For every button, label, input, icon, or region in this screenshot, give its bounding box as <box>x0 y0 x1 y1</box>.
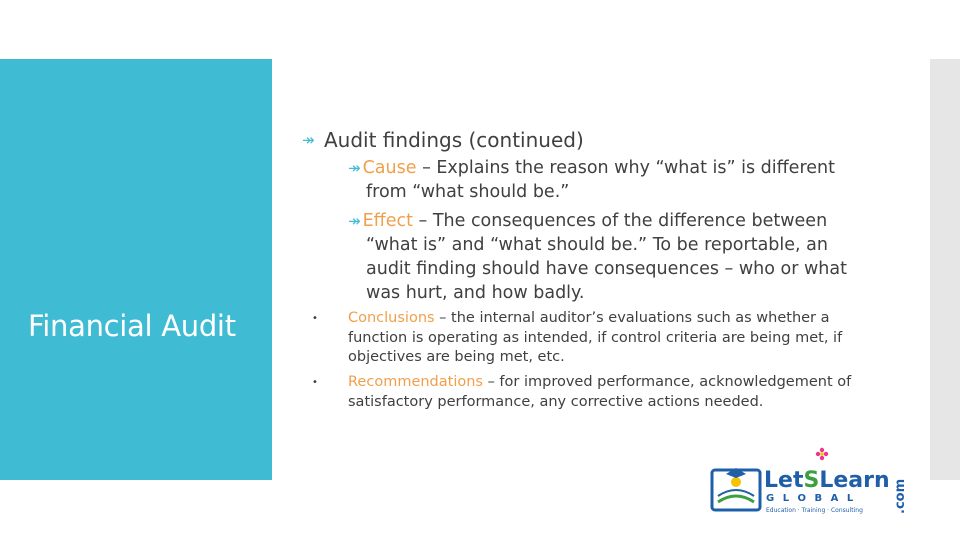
recommendations-line1: – for improved performance, acknowledgement of <box>482 374 852 390</box>
effect-label: Effect <box>362 211 413 231</box>
recommendations-label: Recommendations <box>348 374 483 390</box>
arrow-bullet-icon: ↠ <box>302 131 315 149</box>
conclusions-line3: objectives are being met, etc. <box>348 349 565 365</box>
book-graduate-icon <box>712 468 760 510</box>
bullet-dot: • <box>312 377 318 388</box>
heading-text: Audit findings (continued) <box>324 128 584 152</box>
heading-bullet <box>302 125 884 155</box>
conclusions-line1: – the internal auditor’s evaluations such as whether a <box>434 310 830 326</box>
brand-letslearn: LetSLearn <box>764 468 890 493</box>
bullet-dot: • <box>312 313 318 324</box>
cause-line2: from “what should be.” <box>366 182 570 202</box>
conclusions-item <box>312 309 888 368</box>
recommendations-item <box>312 373 888 412</box>
cause-label: Cause <box>362 158 417 178</box>
cause-line1: – Explains the reason why “what is” is different <box>416 158 835 178</box>
effect-line2: “what is” and “what should be.” To be reportable, an <box>366 235 828 255</box>
conclusions-line2: function is operating as intended, if control criteria are being met, if <box>348 329 843 346</box>
recommendations-line2: satisfactory performance, any corrective actions needed. <box>348 393 764 410</box>
brand-global: G L O B A L <box>766 493 856 504</box>
effect-line4: was hurt, and how badly. <box>366 283 585 303</box>
cause-item <box>348 156 876 204</box>
arrow-bullet-icon: ↠ <box>348 212 361 230</box>
letslearn-global-logo <box>710 446 910 518</box>
right-edge-bar <box>930 59 960 480</box>
brand-tagline: Education · Training · Consulting <box>766 507 863 514</box>
effect-line3: audit finding should have consequences – who or what <box>366 259 847 279</box>
conclusions-label: Conclusions <box>348 310 435 326</box>
effect-item <box>348 209 876 305</box>
side-title: Financial Audit <box>28 309 236 343</box>
flower-icon <box>816 448 828 460</box>
brand-dotcom: .com <box>893 478 908 514</box>
left-accent-panel <box>0 59 272 480</box>
effect-line1: – The consequences of the difference between <box>412 211 828 231</box>
arrow-bullet-icon: ↠ <box>348 159 361 177</box>
